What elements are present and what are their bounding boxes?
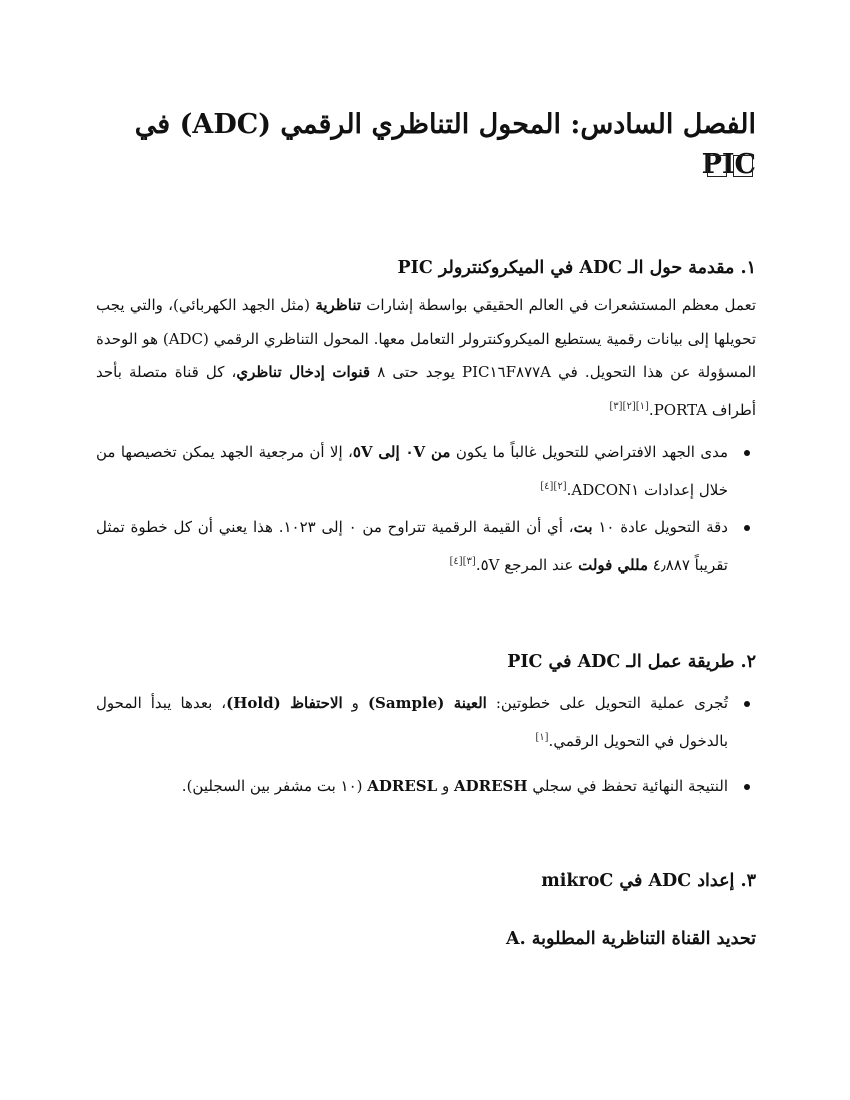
bullet-bold-text: ADRESH [453,777,528,795]
page-title: الفصل السادس: المحول التناظري الرقمي (ADC) في PIC [134,109,756,180]
bullet-icon [744,701,750,707]
reference-link[interactable]: [١] [535,731,549,743]
paragraph-bold-text: قنوات إدخال تناظري [236,363,371,381]
section-3-heading: ٣. إعداد ADC في mikroC [541,871,756,891]
bullet-text: ، بعدها يبدأ المحول بالدخول في التحويل الرقمي. [96,694,728,750]
section-1-paragraph [96,289,756,427]
bullet-icon [744,450,750,456]
bullet-text: دقة التحويل عادة ١٠ [592,518,728,536]
section-2-bullet-list [96,687,756,804]
list-item [96,770,756,804]
bullet-text: تُجرى عملية التحويل على خطوتين: [486,694,728,712]
bullet-icon [744,525,750,531]
list-item [96,687,756,758]
section-1-heading: ١. مقدمة حول الـ ADC في الميكروكنترولر PIC [397,258,756,278]
section-2-heading: ٢. طريقة عمل الـ ADC في PIC [507,652,756,672]
missing-glyph-icon [707,155,727,177]
reference-link[interactable]: [١][٢][٣] [609,400,649,412]
bullet-text: (١٠ بت مشفر بين السجلين). [181,777,368,795]
bullet-icon [744,784,750,790]
bullet-bold-text: بت [573,518,593,536]
reference-link[interactable]: [٣][٤] [449,555,476,567]
bullet-bold-text: الاحتفاظ (Hold) [226,694,343,712]
bullet-text: عند المرجع ٥V. [475,555,579,574]
paragraph-bold-text: تناظرية [315,296,362,314]
reference-link[interactable]: [٢][٤] [540,480,567,492]
bullet-bold-text: من ٠V إلى ٥V [352,443,451,461]
list-item [96,436,756,507]
bullet-text: و [437,777,454,795]
missing-glyph-icon [733,155,753,177]
bullet-text: ، أي أن القيمة الرقمية تتراوح من ٠ إلى ١٠٢٣. هذا يعني أن كل خطوة تمثل تقريباً ٤٫٨٨٧ [96,518,728,574]
paragraph-text: ، كل قناة متصلة بأحد أطراف PORTA. [96,363,756,419]
section-a-heading: A. تحديد القناة التناظرية المطلوبة [506,929,756,949]
list-item [96,511,756,582]
section-1-bullet-list [96,436,756,582]
bullet-text: و [342,694,368,712]
paragraph-text: تعمل معظم المستشعرات في العالم الحقيقي بواسطة إشارات [361,296,756,314]
bullet-text: النتيجة النهائية تحفظ في سجلي [527,777,728,795]
paragraph-text: (مثل الجهد الكهربائي)، والتي يجب تحويلها إلى بيانات رقمية يستطيع الميكروكنترولر التعامل معها. المحول التناظري الرقمي (ADC) هو الوحدة المسؤولة عن هذا التحويل. في PIC١٦F٨٧٧A يوجد حتى ٨ [96,296,756,381]
bullet-text: ، إلا أن مرجعية الجهد يمكن تخصيصها من خلال إعدادات ADCON١. [96,443,728,499]
bullet-bold-text: ADRESL [367,777,438,795]
bullet-bold-text: العينة (Sample) [367,694,487,712]
bullet-text: مدى الجهد الافتراضي للتحويل غالباً ما يكون [450,443,728,461]
missing-glyph-boxes [707,155,753,177]
bullet-bold-text: مللي فولت [578,555,649,574]
